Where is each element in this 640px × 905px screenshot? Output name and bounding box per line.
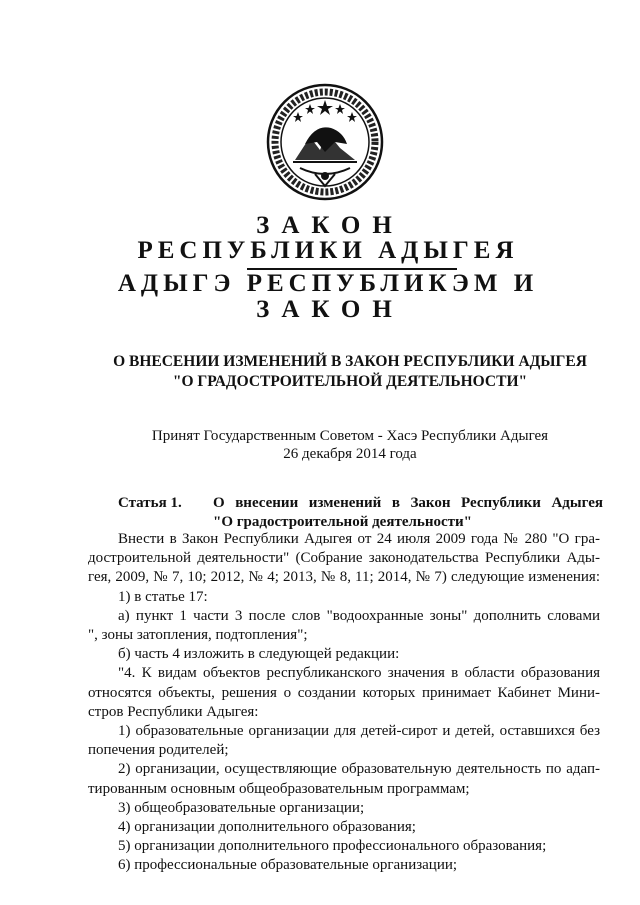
law-title-line4: ЗАКОН xyxy=(256,296,404,323)
body-line: 2) организации, осуществляющие образовательную деятельность по адап- xyxy=(118,761,600,778)
body-line: 5) организации дополнительного профессионального образования; xyxy=(118,838,547,855)
article-label: Статья 1. xyxy=(118,495,182,511)
law-subject-line1: О ВНЕСЕНИИ ИЗМЕНЕНИЙ В ЗАКОН РЕСПУБЛИКИ АДЫГЕЯ xyxy=(113,353,587,370)
article-body xyxy=(88,530,600,876)
body-line: а) пункт 1 части 3 после слов "водоохранные зоны" дополнить словами xyxy=(118,607,600,624)
body-line: попечения родителей; xyxy=(88,742,229,759)
body-line: 3) общеобразовательные организации; xyxy=(118,799,365,816)
coat-of-arms-emblem xyxy=(265,82,385,202)
body-line: достроительной деятельности" (Собрание законодательства Республики Ады- xyxy=(88,550,600,567)
body-line: 4) организации дополнительного образования; xyxy=(118,819,416,836)
law-subject-line2: "О ГРАДОСТРОИТЕЛЬНОЙ ДЕЯТЕЛЬНОСТИ" xyxy=(172,373,528,390)
law-subject xyxy=(70,352,630,392)
adoption-body: Принят Государственным Советом - Хасэ Республики Адыгея xyxy=(151,428,549,444)
body-line: б) часть 4 изложить в следующей редакции: xyxy=(118,646,400,663)
adoption-date: 26 декабря 2014 года xyxy=(283,446,417,462)
body-line: Внести в Закон Республики Адыгея от 24 июля 2009 года № 280 "О гра- xyxy=(118,531,600,547)
body-line: гея, 2009, № 7, 10; 2012, № 4; 2013, № 8, 11; 2014, № 7) следующие изменения: xyxy=(88,569,600,586)
article-title-line1: О внесении изменений в Закон Республики Адыгея xyxy=(213,495,603,511)
body-line: "4. К видам объектов республиканского значения в области образования xyxy=(118,665,600,682)
body-line: 1) в статье 17: xyxy=(118,588,208,605)
body-line: тированным основным общеобразовательным программам; xyxy=(88,780,470,797)
law-title-line1: ЗАКОН xyxy=(256,212,404,239)
body-line: 6) профессиональные образовательные организации; xyxy=(118,857,458,874)
article-title-line2: "О градостроительной деятельности" xyxy=(213,514,472,530)
body-line: 1) образовательные организации для детей-сирот и детей, оставшихся без xyxy=(118,723,600,740)
law-title-line3: АДЫГЭ РЕСПУБЛИКЭМ И xyxy=(117,270,539,297)
adoption-note xyxy=(70,427,630,463)
article-title xyxy=(213,494,603,532)
law-title-line2: РЕСПУБЛИКИ АДЫГЕЯ xyxy=(137,237,519,264)
body-line: ", зоны затопления, подтопления"; xyxy=(88,627,308,644)
body-line: относятся объекты, решения о создании которых принимает Кабинет Мини- xyxy=(88,684,600,701)
body-line: стров Республики Адыгея: xyxy=(88,703,259,720)
